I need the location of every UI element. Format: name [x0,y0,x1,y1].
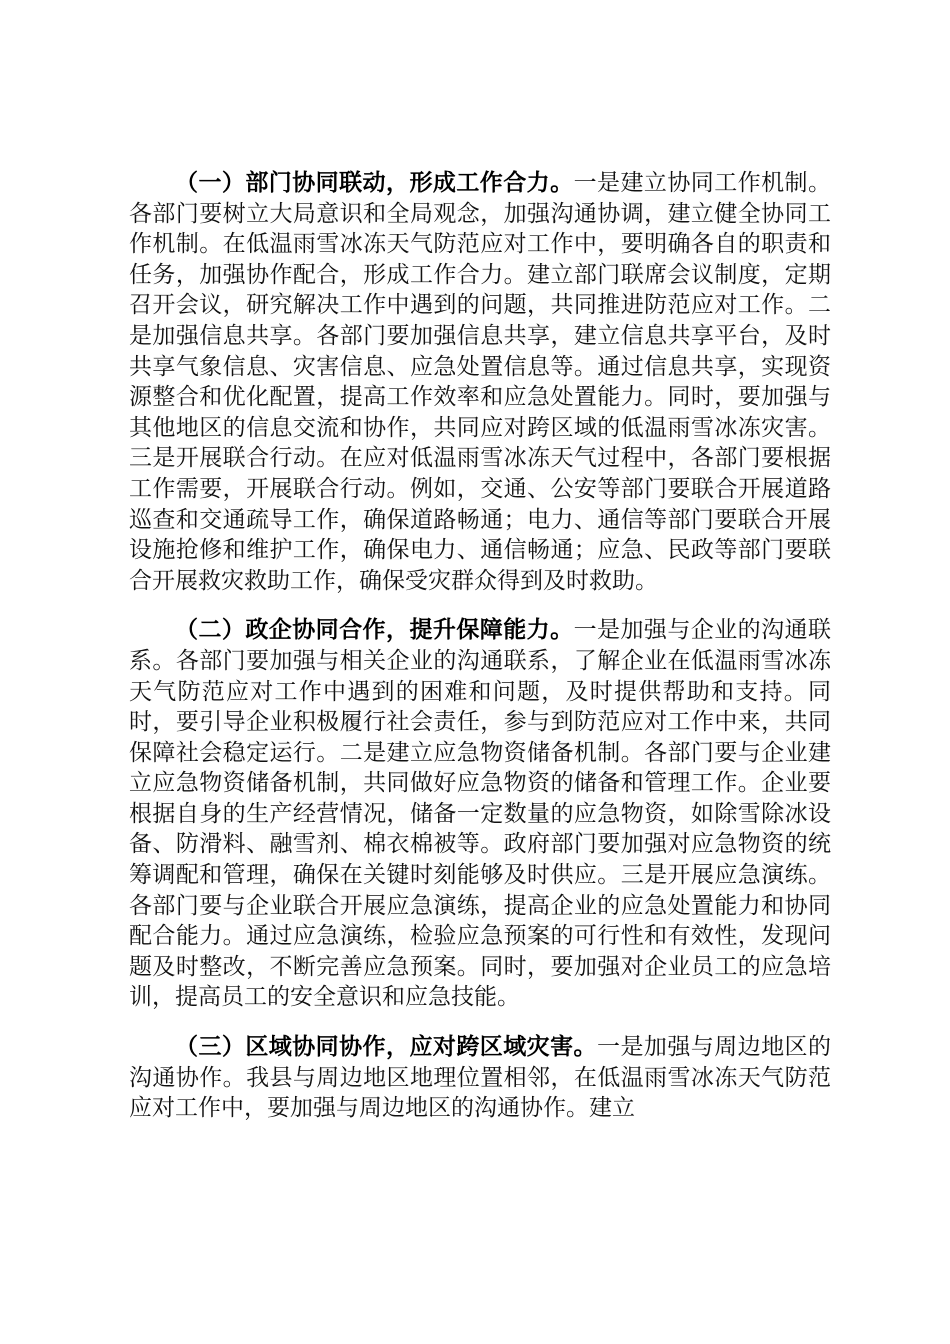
paragraph-3-heading: （三）区域协同协作，应对跨区域灾害。 [175,1034,597,1061]
paragraph-2-text: 一是加强与企业的沟通联系。各部门要加强与相关企业的沟通联系，了解企业在低温雨雪冰冻天气防范应对工作中遇到的困难和问题，及时提供帮助和支持。同时，要引导企业积极履行社会责任，参与到防范应对工作中来，共同保障社会稳定运行。二是建立应急物资储备机制。各部门要与企业建立应急物资储备机制，共同做好应急物资的储备和管理工作。企业要根据自身的生产经营情况，储备一定数量的应急物资，如除雪除冰设备、防滑料、融雪剂、棉衣棉被等。政府部门要加强对应急物资的统筹调配和管理，确保在关键时刻能够及时供应。三是开展应急演练。各部门要与企业联合开展应急演练，提高企业的应急处置能力和协同配合能力。通过应急演练，检验应急预案的可行性和有效性，发现问题及时整改，不断完善应急预案。同时，要加强对企业员工的应急培训，提高员工的安全意识和应急技能。 [129,617,832,1011]
paragraph-3 [129,1032,831,1124]
paragraph-2-heading: （二）政企协同合作，提升保障能力。 [175,617,574,644]
paragraph-2 [129,615,831,1013]
document-body [129,168,831,1143]
paragraph-1-text: 一是建立协同工作机制。各部门要树立大局意识和全局观念，加强沟通协调，建立健全协同工作机制。在低温雨雪冰冻天气防范应对工作中，要明确各自的职责和任务，加强协作配合，形成工作合力。建立部门联席会议制度，定期召开会议，研究解决工作中遇到的问题，共同推进防范应对工作。二是加强信息共享。各部门要加强信息共享，建立信息共享平台，及时共享气象信息、灾害信息、应急处置信息等。通过信息共享，实现资源整合和优化配置，提高工作效率和应急处置能力。同时，要加强与其他地区的信息交流和协作，共同应对跨区域的低温雨雪冰冻灾害。三是开展联合行动。在应对低温雨雪冰冻天气过程中，各部门要根据工作需要，开展联合行动。例如，交通、公安等部门要联合开展道路巡查和交通疏导工作，确保道路畅通；电力、通信等部门要联合开展设施抢修和维护工作，确保电力、通信畅通；应急、民政等部门要联合开展救灾救助工作，确保受灾群众得到及时救助。 [129,170,832,594]
paragraph-1 [129,168,831,596]
paragraph-3-text: 一是加强与周边地区的沟通协作。我县与周边地区地理位置相邻，在低温雨雪冰冻天气防范应对工作中，要加强与周边地区的沟通协作。建立 [129,1034,832,1122]
paragraph-1-heading: （一）部门协同联动，形成工作合力。 [175,170,574,196]
